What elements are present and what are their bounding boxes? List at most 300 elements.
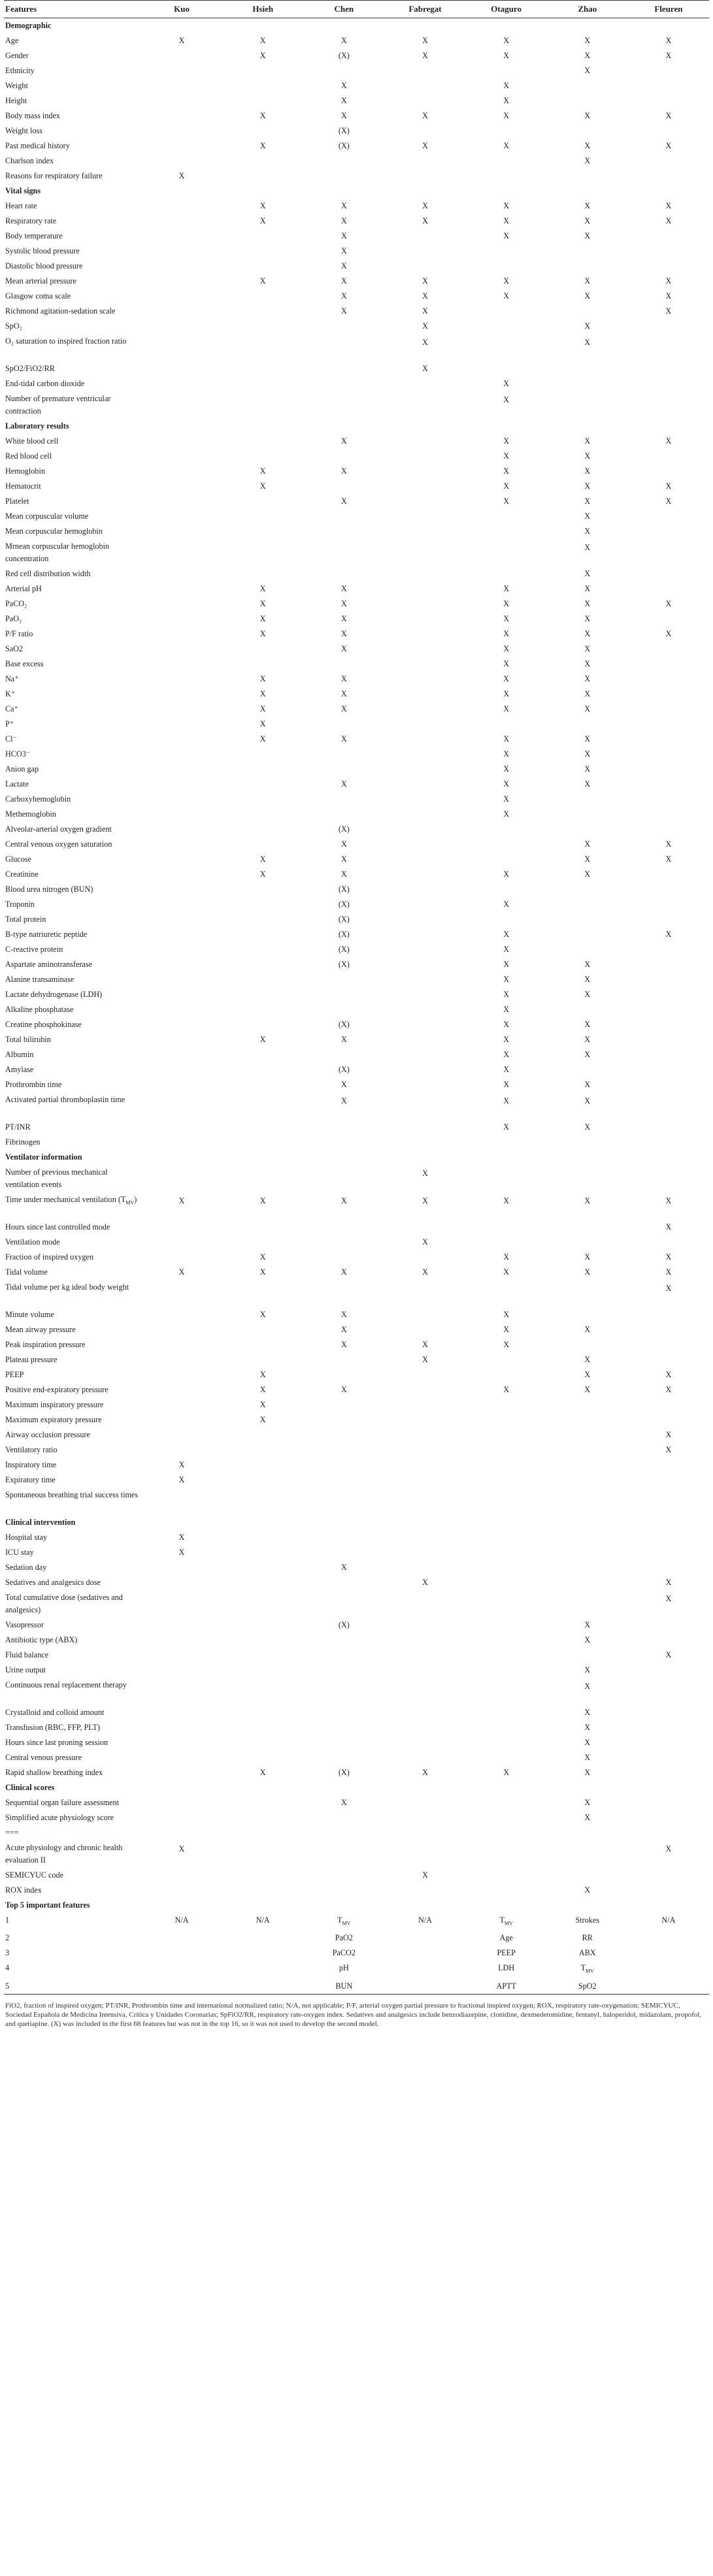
table-cell: [547, 1458, 628, 1473]
table-cell: X: [665, 1594, 672, 1603]
table-cell: (X): [338, 945, 350, 954]
table-cell: [303, 1720, 384, 1735]
table-cell: [303, 479, 384, 494]
table-cell: [466, 1575, 547, 1590]
table-row: [4, 169, 709, 184]
table-cell: [303, 1750, 384, 1765]
table-cell: [628, 822, 709, 837]
table-cell: [141, 1488, 222, 1515]
table-cell: [222, 822, 303, 837]
table-cell: X: [422, 1340, 428, 1349]
table-cell: [303, 1868, 384, 1883]
table-row: [4, 63, 709, 78]
table-cell: [222, 837, 303, 852]
table-cell: [466, 1530, 547, 1545]
table-cell: (X): [338, 1020, 350, 1029]
table-row: [4, 319, 709, 334]
table-cell: [466, 361, 547, 376]
table-cell: [384, 434, 465, 449]
table-cell: X: [584, 451, 591, 461]
table-cell: [222, 1530, 303, 1545]
table-cell: [466, 1633, 547, 1648]
table-cell: [628, 1165, 709, 1192]
feature-label: Mean airway pressure: [5, 1325, 76, 1334]
table-cell: [628, 169, 709, 184]
table-cell: [384, 259, 465, 274]
feature-label: 3: [5, 1948, 10, 1958]
table-row: [4, 1032, 709, 1047]
table-cell: X: [259, 704, 266, 713]
table-cell: X: [665, 1844, 672, 1853]
table-cell: [628, 747, 709, 762]
table-cell: X: [503, 975, 510, 984]
table-cell: [384, 1720, 465, 1735]
table-cell: [141, 1795, 222, 1810]
table-cell: [141, 1337, 222, 1352]
table-cell: X: [503, 96, 510, 105]
table-cell: [303, 509, 384, 524]
table-cell: [547, 1412, 628, 1427]
feature-label: Maximum expiratory pressure: [5, 1415, 102, 1424]
feature-label: Antibiotic type (ABX): [5, 1635, 78, 1644]
table-cell: X: [584, 1635, 591, 1644]
table-cell: X: [503, 599, 510, 608]
table-cell: [466, 1780, 547, 1795]
section-row: [4, 1780, 709, 1795]
table-cell: X: [584, 338, 591, 347]
table-cell: [384, 1795, 465, 1810]
table-cell: X: [259, 689, 266, 698]
table-cell: X: [503, 1196, 510, 1205]
table-row: [4, 1590, 709, 1618]
table-cell: [384, 611, 465, 627]
table-row: [4, 1765, 709, 1780]
table-cell: [628, 882, 709, 897]
table-cell: [141, 1780, 222, 1795]
feature-label: Body temperature: [5, 231, 63, 240]
table-cell: X: [503, 141, 510, 150]
table-cell: N/A: [661, 1916, 676, 1925]
table-cell: [222, 777, 303, 792]
table-cell: X: [259, 1400, 266, 1409]
feature-label: Lactate: [5, 779, 29, 789]
table-cell: [466, 18, 547, 34]
table-cell: X: [340, 1080, 347, 1089]
table-cell: X: [503, 990, 510, 999]
table-cell: SpO2: [547, 1979, 628, 1995]
table-cell: [141, 1322, 222, 1337]
table-cell: X: [503, 291, 510, 301]
table-cell: [141, 672, 222, 687]
feature-label: Sedation day: [5, 1563, 47, 1572]
table-cell: [141, 1633, 222, 1648]
header-chen: Chen: [303, 1, 384, 18]
feature-label: Weight: [5, 81, 28, 90]
table-cell: [141, 93, 222, 108]
table-cell: [303, 1002, 384, 1017]
table-cell: [628, 1150, 709, 1165]
table-cell: (X): [338, 885, 350, 894]
table-cell: [384, 184, 465, 199]
table-cell: [384, 1946, 465, 1961]
table-cell: [303, 972, 384, 987]
table-row: [4, 434, 709, 449]
feature-label: Hematocrit: [5, 481, 41, 491]
table-cell: [141, 184, 222, 199]
table-cell: [466, 184, 547, 199]
table-cell: [466, 882, 547, 897]
table-cell: [466, 1705, 547, 1720]
table-cell: [384, 1648, 465, 1663]
table-cell: X: [665, 930, 672, 939]
table-cell: X: [340, 261, 347, 270]
table-cell: X: [665, 276, 672, 285]
table-cell: X: [503, 614, 510, 623]
table-cell: [222, 1678, 303, 1705]
feature-label: Creatine phosphokinase: [5, 1020, 82, 1029]
table-cell: X: [422, 216, 428, 225]
table-row: [4, 566, 709, 581]
table-cell: [141, 942, 222, 957]
table-cell: [141, 627, 222, 642]
table-cell: [222, 747, 303, 762]
feature-label: Troponin: [5, 900, 35, 909]
table-cell: [547, 1062, 628, 1077]
table-row: [4, 199, 709, 214]
feature-label: Total bilirubin: [5, 1035, 51, 1044]
table-cell: X: [665, 51, 672, 60]
table-cell: [222, 1473, 303, 1488]
table-cell: [466, 154, 547, 169]
table-cell: [303, 1735, 384, 1750]
table-cell: [384, 822, 465, 837]
table-cell: X: [584, 1122, 591, 1132]
table-row: [4, 139, 709, 154]
table-cell: [466, 1825, 547, 1840]
table-cell: [141, 1720, 222, 1735]
table-cell: X: [259, 36, 266, 45]
feature-label: Cl⁻: [5, 734, 17, 743]
table-cell: X: [340, 276, 347, 285]
table-row: [4, 1367, 709, 1382]
table-row: [4, 1192, 709, 1220]
table-cell: [222, 1515, 303, 1530]
table-row: [4, 1443, 709, 1458]
feature-label: 5: [4, 1979, 141, 1995]
feature-label: P/F ratio: [5, 629, 33, 638]
table-cell: [222, 1443, 303, 1458]
table-cell: X: [503, 584, 510, 593]
table-cell: X: [422, 111, 428, 120]
table-cell: X: [340, 840, 347, 849]
table-cell: [628, 1473, 709, 1488]
table-row: [4, 1017, 709, 1032]
table-cell: X: [422, 276, 428, 285]
table-row: [4, 747, 709, 762]
table-cell: [384, 1047, 465, 1062]
table-cell: [547, 391, 628, 419]
table-cell: [384, 1062, 465, 1077]
table-cell: X: [340, 704, 347, 713]
table-cell: [222, 391, 303, 419]
table-cell: [141, 1961, 222, 1978]
feature-label: Mean arterial pressure: [5, 276, 76, 285]
table-cell: PaO2: [335, 1933, 353, 1943]
table-cell: [384, 1280, 465, 1307]
table-cell: X: [259, 599, 266, 608]
table-cell: [303, 1427, 384, 1443]
table-cell: [141, 1150, 222, 1165]
table-cell: [303, 18, 384, 34]
table-cell: [384, 566, 465, 581]
table-cell: X: [259, 855, 266, 864]
table-cell: X: [584, 704, 591, 713]
feature-label: Urine output: [5, 1665, 46, 1674]
table-row: [4, 78, 709, 93]
table-cell: X: [178, 1533, 185, 1542]
table-cell: X: [178, 171, 185, 180]
table-row: [4, 1735, 709, 1750]
table-cell: [384, 1307, 465, 1322]
table-cell: [141, 1280, 222, 1307]
table-cell: X: [665, 306, 672, 316]
table-cell: [222, 1488, 303, 1515]
table-cell: [628, 1530, 709, 1545]
table-cell: X: [584, 1620, 591, 1629]
table-row: [4, 449, 709, 464]
table-cell: X: [340, 201, 347, 210]
table-row: [4, 1165, 709, 1192]
feature-label: Acute physiology and chronic health evaluation II: [5, 1843, 123, 1865]
table-cell: [547, 1575, 628, 1590]
table-header-row: [4, 1, 709, 18]
table-cell: X: [503, 870, 510, 879]
table-row: [4, 611, 709, 627]
table-cell: [628, 376, 709, 391]
table-cell: BUN: [303, 1979, 384, 1995]
table-cell: X: [259, 1370, 266, 1379]
table-cell: [547, 184, 628, 199]
table-cell: [141, 391, 222, 419]
table-cell: X: [584, 1738, 591, 1747]
table-cell: [222, 334, 303, 361]
feature-label: Clinical intervention: [5, 1518, 76, 1527]
table-cell: [222, 93, 303, 108]
table-cell: [303, 717, 384, 732]
table-cell: [547, 259, 628, 274]
table-cell: X: [340, 1310, 347, 1319]
feature-label: 2: [5, 1933, 10, 1943]
table-cell: X: [584, 527, 591, 536]
table-cell: [384, 747, 465, 762]
table-cell: [466, 1898, 547, 1913]
table-row: [4, 732, 709, 747]
table-cell: [141, 139, 222, 154]
table-cell: PEEP: [497, 1948, 516, 1958]
table-cell: [222, 1795, 303, 1810]
table-cell: [384, 78, 465, 93]
table-cell: [303, 63, 384, 78]
table-row: [4, 1135, 709, 1150]
feature-label: Top 5 important features: [5, 1900, 90, 1910]
table-cell: [466, 1458, 547, 1473]
table-row: [4, 1648, 709, 1663]
table-cell: [141, 1515, 222, 1530]
table-cell: [303, 1165, 384, 1192]
table-cell: X: [503, 1065, 510, 1074]
table-cell: [547, 807, 628, 822]
table-row: [4, 657, 709, 672]
table-cell: X: [340, 614, 347, 623]
table-cell: [222, 361, 303, 376]
table-cell: [222, 1062, 303, 1077]
table-cell: [222, 642, 303, 657]
table-cell: X: [503, 1050, 510, 1059]
table-cell: $T_{MV}$: [499, 1916, 513, 1927]
table-cell: [628, 1678, 709, 1705]
table-cell: X: [422, 321, 428, 331]
table-cell: [384, 777, 465, 792]
feature-label: Na⁺: [5, 674, 19, 683]
table-cell: X: [340, 231, 347, 240]
table-cell: X: [259, 51, 266, 60]
table-cell: [141, 108, 222, 123]
table-cell: [628, 581, 709, 596]
table-cell: [628, 229, 709, 244]
table-cell: X: [584, 614, 591, 623]
table-row: [4, 1560, 709, 1575]
table-cell: X: [259, 719, 266, 728]
table-cell: [303, 1220, 384, 1235]
table-row: [4, 494, 709, 509]
table-cell: X: [584, 1196, 591, 1205]
table-cell: [141, 18, 222, 34]
table-cell: X: [584, 749, 591, 758]
table-cell: [141, 1735, 222, 1750]
table-cell: [628, 1560, 709, 1575]
table-cell: X: [584, 66, 591, 75]
table-cell: X: [422, 1196, 428, 1205]
table-cell: X: [340, 1325, 347, 1334]
table-cell: X: [503, 451, 510, 461]
table-cell: [384, 1002, 465, 1017]
table-cell: [303, 1590, 384, 1618]
table-cell: [303, 1458, 384, 1473]
feature-label: O₂ saturation to inspired fraction ratio: [5, 336, 127, 346]
table-row: [4, 1047, 709, 1062]
table-cell: [141, 882, 222, 897]
table-cell: [141, 581, 222, 596]
feature-label: Peak inspiration pressure: [5, 1340, 86, 1349]
feature-label: C-reactive protein: [5, 945, 63, 954]
table-cell: X: [340, 1340, 347, 1349]
table-cell: [466, 912, 547, 927]
table-cell: [466, 1352, 547, 1367]
table-cell: [222, 1560, 303, 1575]
table-row: [4, 957, 709, 972]
table-cell: X: [259, 734, 266, 743]
table-cell: X: [584, 870, 591, 879]
table-cell: [628, 972, 709, 987]
table-cell: [384, 927, 465, 942]
table-cell: X: [259, 1035, 266, 1044]
table-cell: [384, 1220, 465, 1235]
table-cell: X: [584, 1753, 591, 1762]
table-cell: [222, 1735, 303, 1750]
table-cell: [141, 807, 222, 822]
table-cell: [141, 1979, 222, 1995]
table-cell: X: [584, 436, 591, 446]
table-cell: [466, 837, 547, 852]
table-row: [4, 837, 709, 852]
table-cell: [222, 18, 303, 34]
table-row: [4, 852, 709, 867]
table-cell: [466, 1397, 547, 1412]
table-cell: [628, 642, 709, 657]
feature-label: Heart rate: [5, 201, 37, 210]
feature-label: Age: [5, 36, 19, 45]
feature-label: Base excess: [5, 659, 44, 668]
table-cell: [141, 732, 222, 747]
table-cell: [628, 957, 709, 972]
table-row: [4, 1913, 709, 1931]
table-cell: [547, 1545, 628, 1560]
table-cell: [222, 1720, 303, 1735]
table-cell: X: [259, 276, 266, 285]
table-cell: [222, 509, 303, 524]
table-cell: [628, 732, 709, 747]
section-row: [4, 1150, 709, 1165]
table-cell: X: [503, 900, 510, 909]
table-cell: [466, 852, 547, 867]
table-cell: [303, 419, 384, 434]
table-cell: X: [584, 840, 591, 849]
table-cell: [384, 229, 465, 244]
table-cell: X: [422, 1768, 428, 1777]
table-cell: X: [340, 855, 347, 864]
table-cell: N/A: [418, 1916, 432, 1925]
feature-label: Transfusion (RBC, FFP, PLT): [5, 1723, 101, 1732]
table-cell: [141, 78, 222, 93]
table-cell: [303, 1530, 384, 1545]
feature-label: PEEP: [5, 1370, 24, 1379]
table-cell: X: [259, 1196, 266, 1205]
table-cell: [141, 1825, 222, 1840]
table-cell: [222, 1618, 303, 1633]
feature-label: Hospital stay: [5, 1533, 47, 1542]
table-cell: X: [340, 629, 347, 638]
table-cell: [141, 1946, 222, 1961]
table-cell: [222, 1663, 303, 1678]
table-row: [4, 792, 709, 807]
table-cell: [141, 1062, 222, 1077]
table-row: [4, 1062, 709, 1077]
feature-label: Platelet: [5, 497, 29, 506]
table-cell: [466, 1488, 547, 1515]
table-cell: Age: [499, 1933, 513, 1943]
feature-label: SpO₂: [5, 321, 22, 331]
table-cell: [141, 1678, 222, 1705]
table-cell: X: [665, 1252, 672, 1262]
table-cell: [141, 154, 222, 169]
table-cell: [384, 18, 465, 34]
table-cell: [466, 1663, 547, 1678]
table-cell: [141, 957, 222, 972]
table-cell: [547, 1280, 628, 1307]
table-cell: [547, 376, 628, 391]
feature-label: Lactate dehydrogenase (LDH): [5, 990, 103, 999]
feature-label: Central venous pressure: [5, 1753, 82, 1762]
